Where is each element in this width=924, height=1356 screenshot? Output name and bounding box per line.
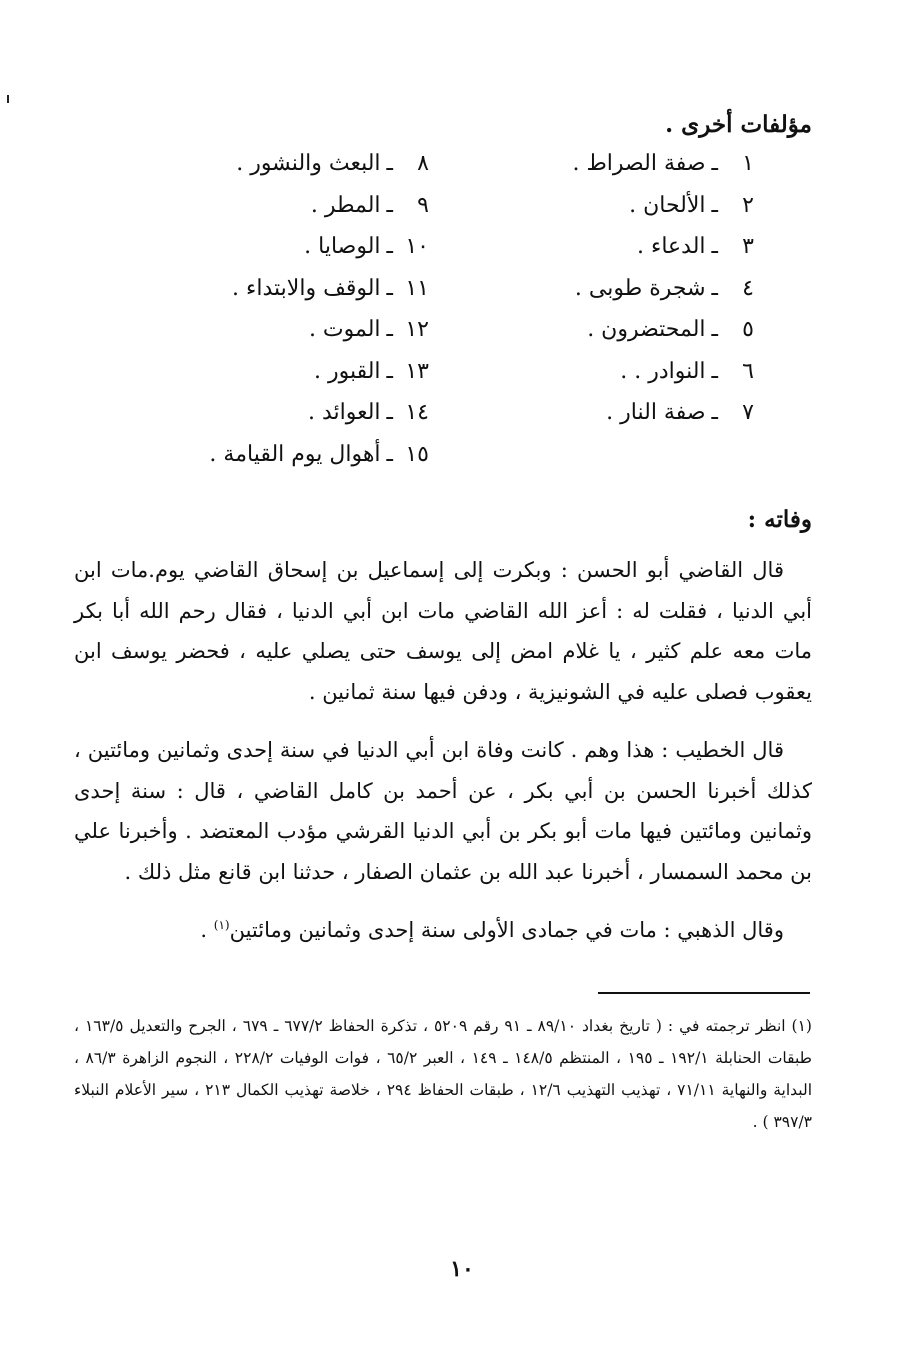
work-title: المحتضرون .	[587, 317, 706, 342]
work-number: ١٣	[405, 358, 429, 384]
death-paragraph-1: قال القاضي أبو الحسن : وبكرت إلى إسماعيل بن إسحاق القاضي يوم.مات ابن أبي الدنيا ، فقلت له : أعز الله القاضي مات ابن أبي الدنيا ، فقال رحم الله أبا بكر مات معه علم كثير ، يا غلام امض إلى يوسف حتى يصلي عليه ، فحضر يوسف ابن يعقوب فصلى عليه في الشونيزية ، ودفن فيها سنة ثمانين .	[74, 558, 812, 704]
work-number: ٥	[742, 317, 754, 342]
work-separator: ـ	[711, 400, 718, 425]
work-separator: ـ	[711, 234, 718, 259]
work-title: أهوال يوم القيامة .	[209, 441, 381, 467]
work-number: ١٢	[405, 317, 429, 342]
work-title: الألحان .	[629, 192, 706, 218]
work-item	[572, 309, 754, 351]
work-number: ٤	[742, 275, 754, 301]
works-list-left	[209, 143, 429, 475]
work-separator: ـ	[386, 151, 393, 176]
work-title: الدعاء .	[637, 234, 706, 259]
work-title: الموت .	[308, 317, 381, 342]
work-title: صفة النار .	[606, 400, 706, 425]
work-number: ٨	[417, 151, 429, 176]
work-number: ١٠	[405, 234, 429, 259]
footnote-divider	[598, 992, 810, 994]
work-separator: ـ	[711, 275, 718, 301]
work-number: ٣	[742, 234, 754, 259]
work-separator: ـ	[386, 400, 393, 425]
work-title: النوادر . .	[620, 358, 706, 384]
dhahabi-quote: وقال الذهبي : مات في جمادى الأولى سنة إحدى وثمانين ومائتين	[229, 918, 784, 942]
work-separator: ـ	[386, 317, 393, 342]
work-separator: ـ	[711, 317, 718, 342]
work-title: صفة الصراط .	[572, 151, 706, 176]
work-number: ٧	[742, 400, 754, 425]
work-item	[209, 434, 429, 476]
death-paragraph-2: قال الخطيب : هذا وهم . كانت وفاة ابن أبي الدنيا في سنة إحدى وثمانين ومائتين ، كذلك أخبرنا الحسن بن أبي بكر ، عن أحمد بن كامل القاضي ، قال : سنة إحدى وثمانين ومائتين فيها مات أبو بكر بن أبي الدنيا القرشي مؤدب المعتضد . وأخبرنا علي بن محمد السمسار ، أخبرنا عبد الله بن عثمان الصفار ، حدثنا ابن قانع مثل ذلك .	[74, 738, 812, 884]
work-number: ١١	[405, 275, 429, 301]
work-title: الوصايا .	[304, 234, 381, 259]
work-title: الوقف والابتداء .	[232, 275, 381, 301]
work-item	[572, 143, 754, 185]
work-separator: ـ	[386, 234, 393, 259]
death-heading: وفاته :	[747, 506, 812, 533]
work-separator: ـ	[386, 441, 393, 467]
work-title: العوائد .	[307, 400, 381, 425]
margin-mark	[7, 95, 9, 103]
work-separator: ـ	[386, 358, 393, 384]
work-item	[209, 226, 429, 268]
footnote: (١) انظر ترجمته في : ( تاريخ بغداد ٨٩/١٠ ـ ٩١ رقم ٥٢٠٩ ، تذكرة الحفاظ ٦٧٧/٢ ـ ٦٧٩ ، الجرح والتعديل ١٦٣/٥ ، طبقات الحنابلة ١٩٢/١ ـ ١٩٥ ، المنتظم ١٤٨/٥ ـ ١٤٩ ، العبر ٦٥/٢ ، فوات الوفيات ٢٢٨/٢ ، النجوم الزاهرة ٨٦/٣ ، البداية والنهاية ٧١/١١ ، تهذيب التهذيب ١٢/٦ ، طبقات الحفاظ ٢٩٤ ، خلاصة تهذيب الكمال ٢١٣ ، سير الأعلام النبلاء ٣٩٧/٣ ) .	[74, 1017, 813, 1131]
work-number: ٩	[417, 192, 429, 218]
work-title: شجرة طوبى .	[574, 275, 706, 301]
work-separator: ـ	[711, 151, 718, 176]
work-title: المطر .	[310, 192, 381, 218]
work-number: ١٥	[405, 441, 429, 467]
work-separator: ـ	[386, 275, 393, 301]
work-item	[209, 143, 429, 185]
work-item	[209, 309, 429, 351]
work-item	[572, 185, 754, 227]
work-number: ٦	[742, 358, 754, 384]
work-number: ١	[742, 151, 754, 176]
work-separator: ـ	[386, 192, 393, 218]
work-separator: ـ	[711, 192, 718, 218]
work-number: ١٤	[405, 400, 429, 425]
work-item	[572, 226, 754, 268]
work-item	[572, 351, 754, 393]
work-title: البعث والنشور .	[236, 151, 381, 176]
work-item	[209, 351, 429, 393]
page-number: ١٠	[450, 1256, 474, 1282]
works-heading: مؤلفات أخرى .	[665, 111, 812, 138]
work-item	[572, 268, 754, 310]
work-separator: ـ	[711, 358, 718, 384]
works-list-right	[572, 143, 754, 434]
work-item	[209, 185, 429, 227]
paragraph-end: .	[200, 918, 214, 942]
work-item	[209, 392, 429, 434]
work-number: ٢	[742, 192, 754, 218]
work-item	[572, 392, 754, 434]
death-paragraph-3	[74, 910, 812, 951]
work-item	[209, 268, 429, 310]
work-title: القبور .	[313, 358, 381, 384]
footnote-reference[interactable]: (١)	[213, 918, 230, 932]
